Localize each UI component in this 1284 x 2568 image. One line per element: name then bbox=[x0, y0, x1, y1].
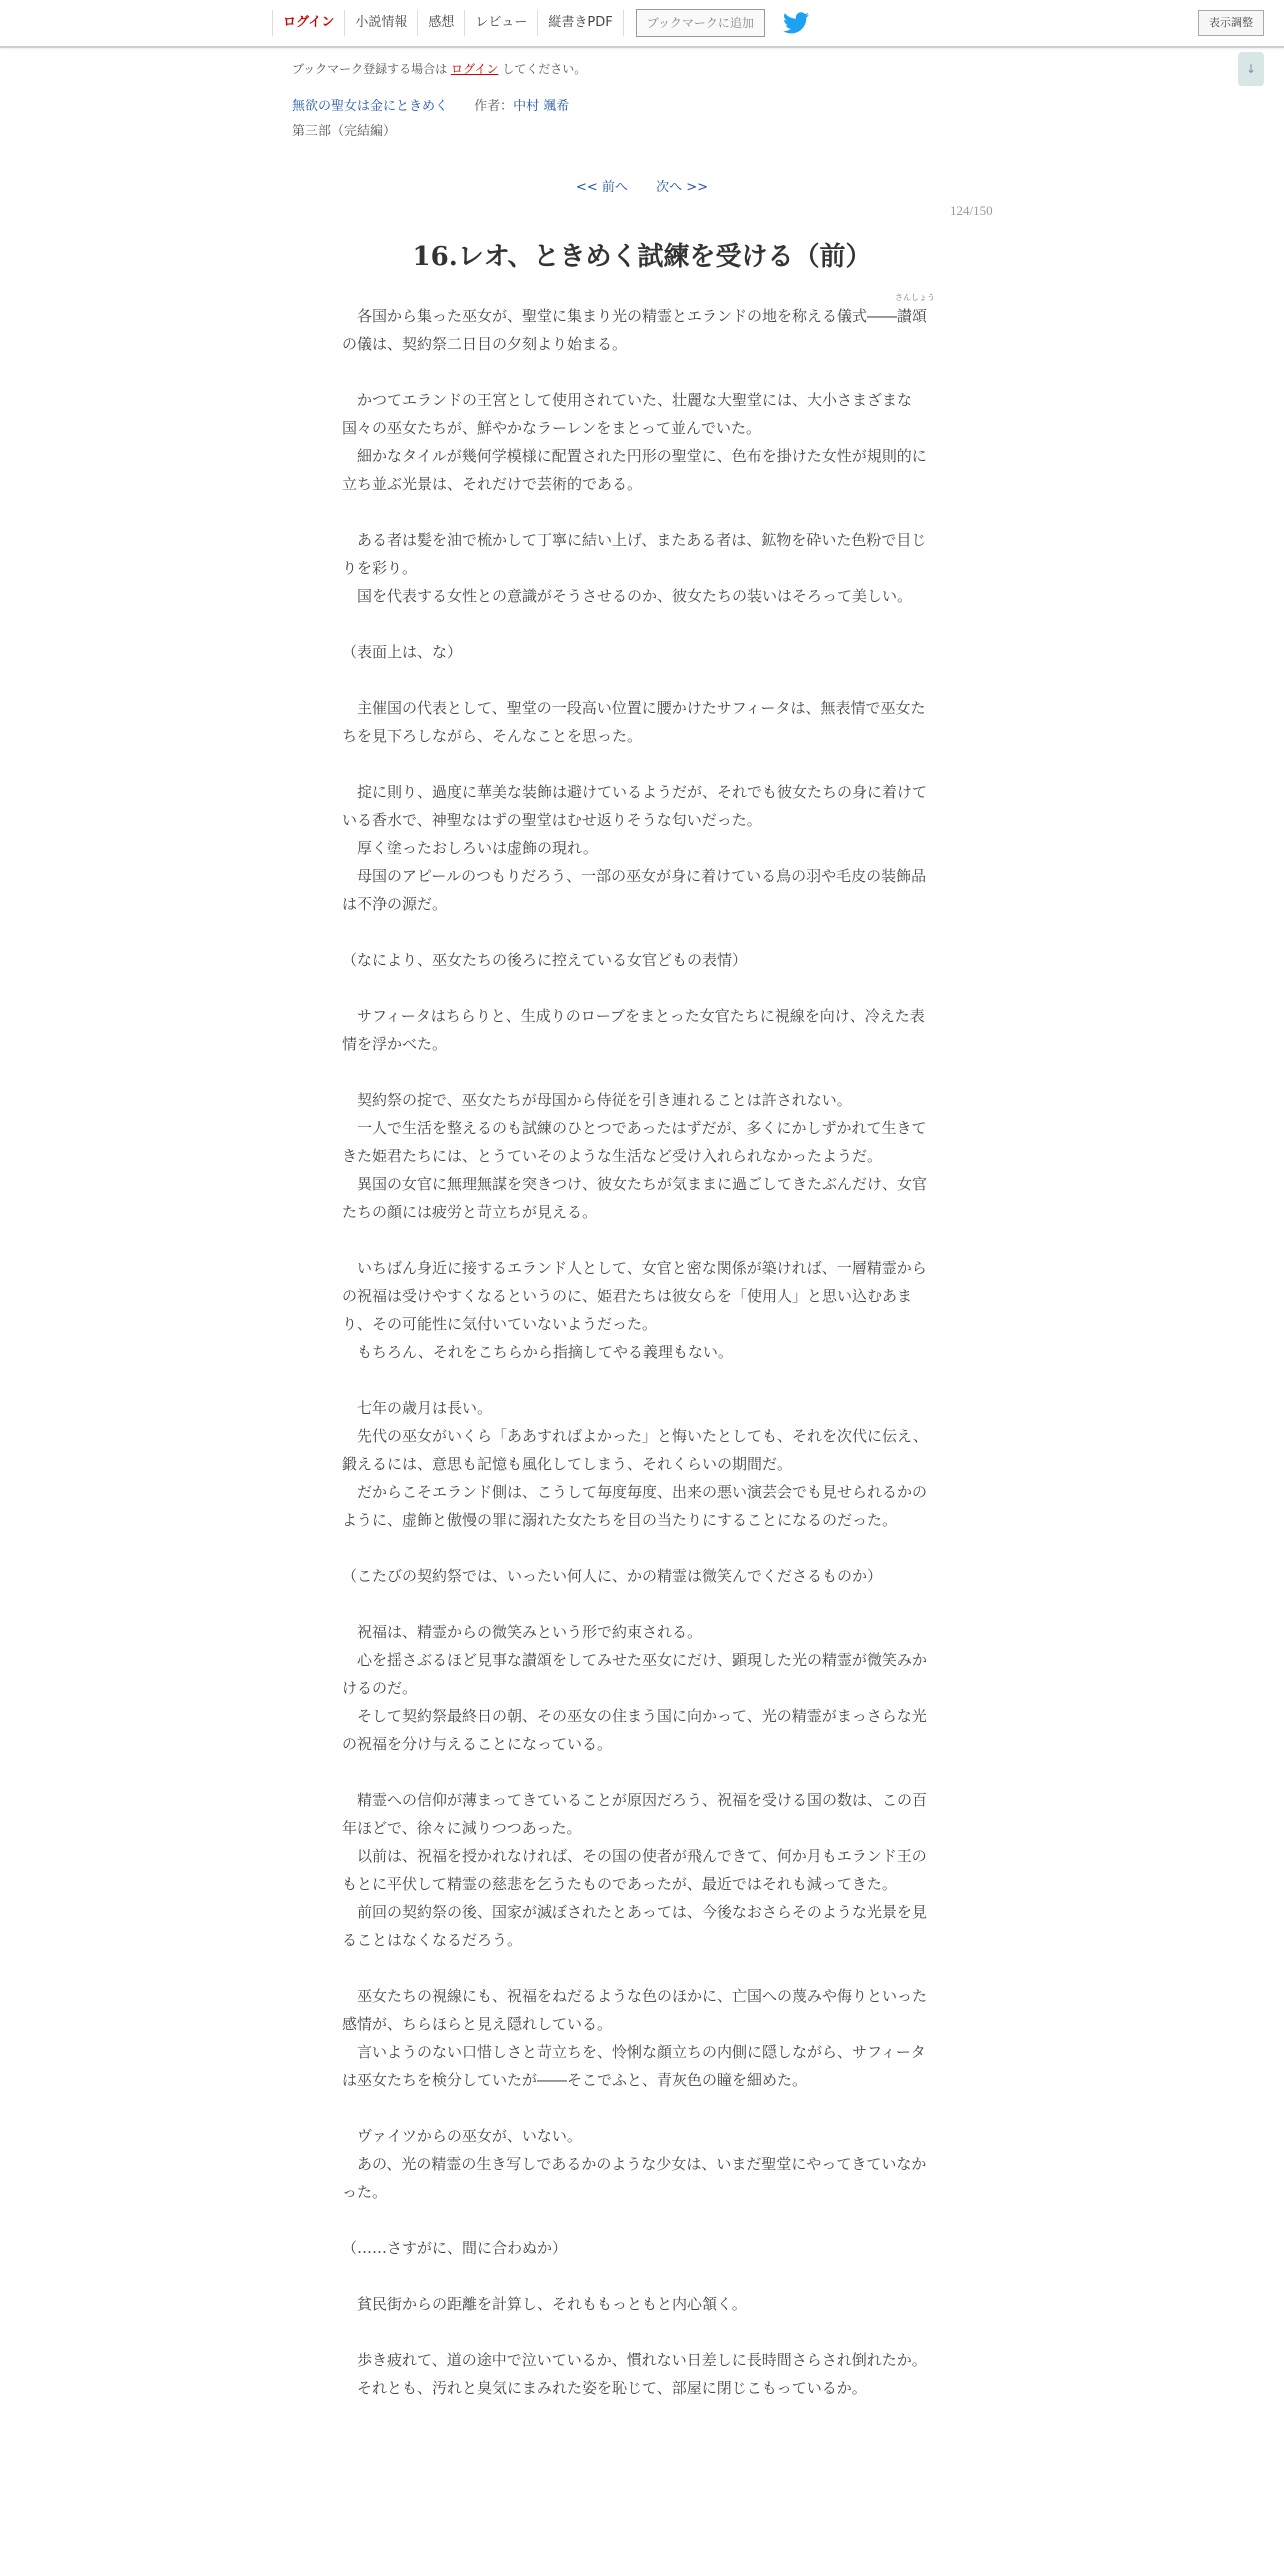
body-paragraph bbox=[342, 610, 936, 638]
body-first-text-b: の儀は、契約祭二日目の夕刻より始まる。 bbox=[342, 335, 628, 353]
body-paragraph: 歩き疲れて、道の途中で泣いているか、慣れない日差しに長時間さらされ倒れたか。 bbox=[342, 2351, 927, 2369]
body-paragraph bbox=[342, 1590, 936, 1618]
body-paragraph bbox=[342, 2318, 936, 2346]
body-paragraph bbox=[342, 1058, 936, 1086]
ruby-base: 讃頌 bbox=[897, 307, 928, 325]
body-paragraph: そして契約祭最終日の朝、その巫女の住まう国に向かって、光の精霊がまっさらな光の祝福を分け与えることになっている。 bbox=[342, 1707, 927, 1753]
body-paragraph bbox=[342, 974, 936, 1002]
chapter-count: 124/150 bbox=[950, 203, 993, 218]
next-chapter-link[interactable]: 次へ >> bbox=[656, 180, 708, 195]
body-paragraph bbox=[342, 1758, 936, 1786]
author-label: 作者： bbox=[474, 99, 514, 114]
body-paragraph: （表面上は、な） bbox=[342, 643, 463, 661]
body-paragraph: 心を揺さぶるほど見事な讃頌をしてみせた巫女にだけ、顕現した光の精霊が微笑みかけるのだ。 bbox=[342, 1651, 928, 1697]
body-paragraph bbox=[342, 498, 936, 526]
body-paragraph: 七年の歳月は長い。 bbox=[342, 1399, 493, 1417]
nav-novel-info-link[interactable]: 小説情報 bbox=[344, 10, 417, 36]
bookmark-notice-suffix: してください。 bbox=[502, 62, 587, 76]
twitter-icon[interactable] bbox=[783, 12, 809, 34]
body-paragraph: ある者は髪を油で梳かして丁寧に結い上げ、またある者は、鉱物を砕いた色粉で目じりを彩り。 bbox=[342, 531, 927, 577]
body-paragraph: 異国の女官に無理無謀を突きつけ、彼女たちが気ままに過ごしてきたぶんだけ、女官たちの顔には疲労と苛立ちが見える。 bbox=[342, 1175, 928, 1221]
body-paragraph bbox=[342, 1366, 936, 1394]
nav-menu bbox=[272, 0, 809, 46]
body-paragraph: 精霊への信仰が薄まってきていることが原因だろう、祝福を受ける国の数は、この百年ほどで、徐々に減りつつあった。 bbox=[342, 1791, 928, 1837]
body-paragraph: 主催国の代表として、聖堂の一段高い位置に腰かけたサフィータは、無表情で巫女たちを見下ろしながら、そんなことを思った。 bbox=[342, 699, 926, 745]
body-paragraph: もちろん、それをこちらから指摘してやる義理もない。 bbox=[342, 1343, 733, 1361]
novel-header bbox=[292, 60, 1012, 139]
body-paragraph: それとも、汚れと臭気にまみれた姿を恥じて、部屋に閉じこもっているか。 bbox=[342, 2379, 867, 2397]
body-paragraph bbox=[342, 358, 936, 386]
ruby-word bbox=[895, 293, 936, 330]
bookmark-notice bbox=[292, 60, 1012, 77]
body-paragraph bbox=[342, 666, 936, 694]
nav-review-link[interactable]: レビュー bbox=[464, 10, 537, 36]
bookmark-notice-login-link[interactable]: ログイン bbox=[451, 62, 499, 76]
chapter-pager bbox=[0, 176, 1284, 195]
body-paragraph: 前回の契約祭の後、国家が滅ぼされたとあっては、今後なおさらそのような光景を見ることはなくなるだろう。 bbox=[342, 1903, 927, 1949]
body-paragraph: だからこそエランド側は、こうして毎度毎度、出来の悪い演芸会でも見せられるかのように、虚飾と傲慢の罪に溺れた女たちを目の当たりにすることになるのだった。 bbox=[342, 1483, 928, 1529]
body-paragraph: あの、光の精霊の生き写しであるかのような少女は、いまだ聖堂にやってきていなかった。 bbox=[342, 2155, 927, 2201]
body-paragraph bbox=[342, 918, 936, 946]
body-paragraph bbox=[342, 2094, 936, 2122]
prev-chapter-link[interactable]: << 前へ bbox=[576, 180, 628, 195]
body-paragraph: （なにより、巫女たちの後ろに控えている女官どもの表情） bbox=[342, 951, 748, 969]
series-line bbox=[292, 95, 1012, 114]
body-paragraph: いちばん身近に接するエランド人として、女官と密な関係が築ければ、一層精霊からの祝福は受けやすくなるというのに、姫君たちは彼女らを「使用人」と思い込むあまり、その可能性に気付いていないようだった。 bbox=[342, 1259, 927, 1333]
body-first-text-a: 各国から集った巫女が、聖堂に集まり光の精霊とエランドの地を称える儀式―― bbox=[357, 307, 898, 325]
series-title-link[interactable]: 無欲の聖女は金にときめく bbox=[292, 99, 449, 114]
body-paragraph bbox=[342, 2262, 936, 2290]
nav-vertical-pdf-link[interactable]: 縦書きPDF bbox=[537, 10, 623, 36]
chapter-title: 16.レオ、ときめく試練を受ける（前） bbox=[412, 242, 872, 272]
body-paragraph bbox=[342, 1954, 936, 1982]
body-paragraph bbox=[342, 2206, 936, 2234]
body-paragraph: 以前は、祝福を授かれなければ、その国の使者が飛んできて、何か月もエランド王のもとに平伏して精霊の慈悲を乞うたものであったが、最近ではそれも減ってきた。 bbox=[342, 1847, 927, 1893]
body-paragraph: 一人で生活を整えるのも試練のひとつであったはずだが、多くにかしずかれて生きてきた姫君たちには、とうていそのような生活など受け入れられなかったようだ。 bbox=[342, 1119, 927, 1165]
body-paragraph: ヴァイツからの巫女が、いない。 bbox=[342, 2127, 582, 2145]
add-bookmark-button[interactable]: ブックマークに追加 bbox=[636, 9, 765, 37]
body-paragraph: 厚く塗ったおしろいは虚飾の現れ。 bbox=[342, 839, 598, 857]
nav-login-link[interactable]: ログイン bbox=[272, 10, 344, 36]
body-paragraph: 掟に則り、過度に華美な装飾は避けているようだが、それでも彼女たちの身に着けている香水で、神聖なはずの聖堂はむせ返りそうな匂いだった。 bbox=[342, 783, 928, 829]
top-navigation-bar bbox=[0, 0, 1284, 48]
body-paragraph: 祝福は、精霊からの微笑みという形で約束される。 bbox=[342, 1623, 703, 1641]
ruby-reading: さんしょう bbox=[895, 293, 936, 302]
body-paragraph: 言いようのない口惜しさと苛立ちを、怜悧な顔立ちの内側に隠しながら、サフィータは巫女たちを検分していたが――そこでふと、青灰色の瞳を細めた。 bbox=[342, 2043, 926, 2089]
scroll-down-tab[interactable]: ↓ bbox=[1238, 52, 1264, 86]
display-settings-button[interactable]: 表示調整 bbox=[1198, 10, 1264, 36]
body-paragraph: 母国のアピールのつもりだろう、一部の巫女が身に着けている鳥の羽や毛皮の装飾品は不浄の源だ。 bbox=[342, 867, 927, 913]
body-paragraph: 巫女たちの視線にも、祝福をねだるような色のほかに、亡国への蔑みや侮りといった感情が、ちらほらと見え隠れしている。 bbox=[342, 1987, 928, 2033]
body-paragraph-first bbox=[342, 293, 936, 358]
body-paragraphs bbox=[342, 358, 936, 2402]
body-paragraph bbox=[342, 1534, 936, 1562]
bookmark-notice-prefix: ブックマーク登録する場合は bbox=[292, 62, 448, 76]
body-paragraph: （……さすがに、間に合わぬか） bbox=[342, 2239, 568, 2257]
nav-impressions-link[interactable]: 感想 bbox=[417, 10, 464, 36]
body-paragraph: （こたびの契約祭では、いったい何人に、かの精霊は微笑んでくださるものか） bbox=[342, 1567, 883, 1585]
body-paragraph: 契約祭の掟で、巫女たちが母国から侍従を引き連れることは許されない。 bbox=[342, 1091, 852, 1109]
body-paragraph bbox=[342, 1226, 936, 1254]
body-paragraph: 貧民街からの距離を計算し、それももっともと内心頷く。 bbox=[342, 2295, 747, 2313]
body-paragraph: 先代の巫女がいくら「ああすればよかった」と悔いたとしても、それを次代に伝え、鍛えるには、意思も記憶も風化してしまう、それくらいの期間だ。 bbox=[342, 1427, 928, 1473]
body-paragraph: サフィータはちらりと、生成りのローブをまとった女官たちに視線を向け、冷えた表情を浮かべた。 bbox=[342, 1007, 925, 1053]
body-paragraph: 国を代表する女性との意識がそうさせるのか、彼女たちの装いはそろって美しい。 bbox=[342, 587, 913, 605]
author-name-link[interactable]: 中村 颯希 bbox=[513, 99, 570, 114]
body-paragraph: 細かなタイルが幾何学模様に配置された円形の聖堂に、色布を掛けた女性が規則的に立ち並ぶ光景は、それだけで芸術的である。 bbox=[342, 447, 927, 493]
body-paragraph: かつてエランドの王宮として使用されていた、壮麗な大聖堂には、大小さまざまな国々の巫女たちが、鮮やかなラーレンをまとって並んでいた。 bbox=[342, 391, 913, 437]
chapter-body bbox=[342, 293, 936, 2402]
part-label: 第三部（完結編） bbox=[292, 124, 397, 139]
body-paragraph bbox=[342, 750, 936, 778]
